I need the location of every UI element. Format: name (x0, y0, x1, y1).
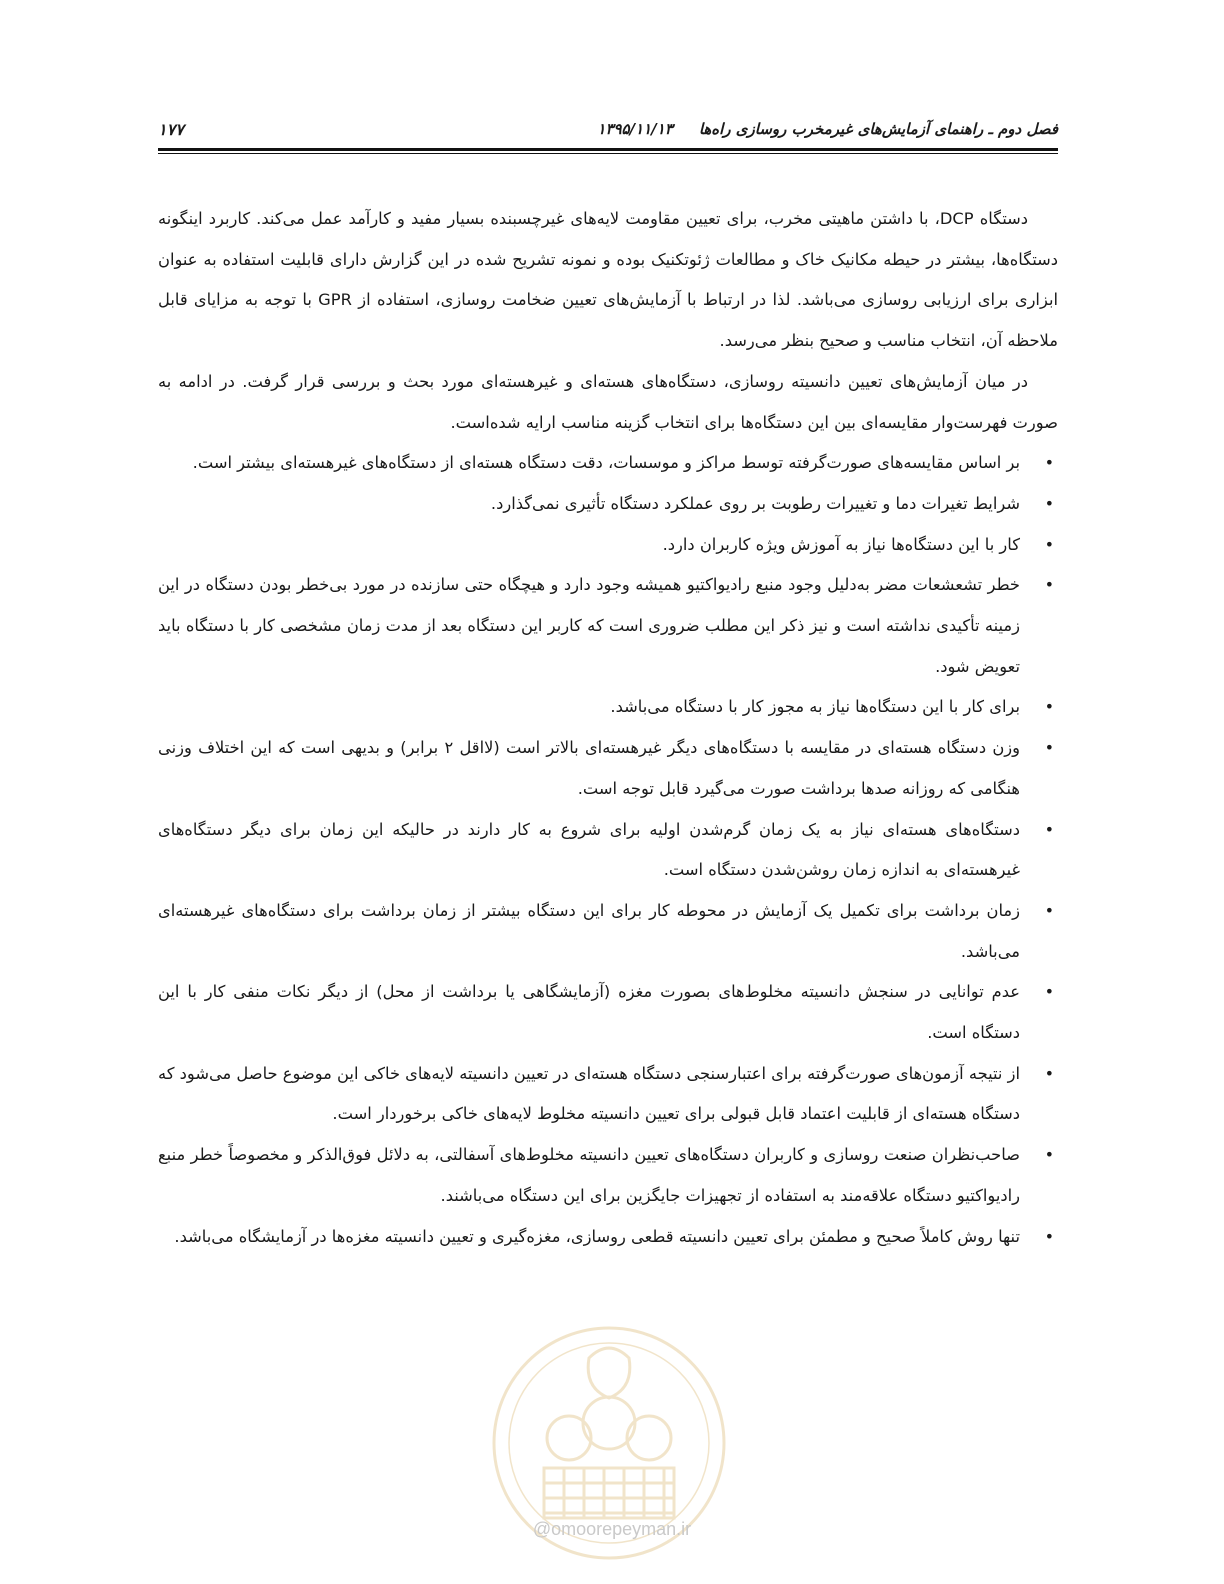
bullet-icon: • (1044, 1063, 1054, 1083)
list-item-text: عدم توانایی در سنجش دانسیته مخلوط‌های بصورت مغزه (آزمایشگاهی یا برداشت از محل) از دیگر نکات منفی کار با این دستگاه است. (158, 982, 1020, 1043)
list-item-text: تنها روش کاملاً صحیح و مطمئن برای تعیین دانسیته قطعی روسازی، مغزه‌گیری و تعیین دانسیته مغزه‌ها در آزمایشگاه می‌باشد. (174, 1226, 1020, 1246)
list-item (158, 1054, 1054, 1135)
bullet-icon: • (1044, 534, 1054, 554)
list-item (158, 972, 1054, 1053)
list-item (158, 810, 1054, 891)
list-item (158, 484, 1054, 525)
list-item (158, 728, 1054, 809)
list-item (158, 443, 1054, 484)
list-item-text: از نتیجه آزمون‌های صورت‌گرفته برای اعتبارسنجی دستگاه هسته‌ای در تعیین دانسیته لایه‌های خاکی این موضوع حاصل می‌شود که دستگاه هسته‌ای از قابلیت اعتماد قابل قبولی برای تعیین دانسیته مخلوط لایه‌های خاکی برخوردار است. (158, 1063, 1020, 1124)
list-item (158, 565, 1054, 687)
list-item-text: دستگاه‌های هسته‌ای نیاز به یک زمان گرم‌شدن اولیه برای شروع به کار دارند در حالیکه این زمان برای دیگر دستگاه‌های غیرهسته‌ای به اندازه زمان روشن‌شدن دستگاه است. (158, 819, 1020, 880)
page-number: ۱۷۷ (158, 120, 184, 139)
header-date: ۱۳۹۵/۱۱/۱۳ (597, 120, 673, 138)
page-body (158, 199, 1058, 1257)
list-item-text: خطر تشعشعات مضر به‌دلیل وجود منبع رادیواکتیو همیشه وجود دارد و هیچگاه حتی سازنده در مورد بی‌خطر بودن دستگاه در این زمینه تأکیدی نداشته است و نیز ذکر این مطلب ضروری است که کاربر این دستگاه بعد از مدت زمان مشخصی کار با دستگاه باید تعویض شود. (158, 575, 1020, 676)
bullet-icon: • (1044, 1145, 1054, 1165)
header-rule-thin (158, 153, 1058, 154)
watermark-seal-icon (484, 1318, 734, 1568)
watermark-site-url: @omoorepeyman.ir (532, 1519, 692, 1539)
list-item (158, 891, 1054, 972)
bullet-icon: • (1044, 1226, 1054, 1246)
bullet-icon: • (1044, 697, 1054, 717)
list-item-text: وزن دستگاه هسته‌ای در مقایسه با دستگاه‌های دیگر غیرهسته‌ای بالاتر است (لااقل ۲ برابر) و بدیهی است که این اختلاف وزنی هنگامی که روزانه صدها برداشت صورت می‌گیرد قابل توجه است. (158, 738, 1020, 798)
list-item-text: زمان برداشت برای تکمیل یک آزمایش در محوطه کار برای این دستگاه بیشتر از زمان برداشت برای دستگاه‌های غیرهسته‌ای می‌باشد. (158, 900, 1020, 961)
bullet-icon: • (1044, 819, 1054, 839)
header-title-block (597, 120, 1058, 138)
bullet-icon: • (1044, 575, 1054, 595)
list-item (158, 1217, 1054, 1258)
paragraph-dcp-gpr: دستگاه DCP، با داشتن ماهیتی مخرب، برای تعیین مقاومت لایه‌های غیرچسبنده بسیار مفید و کارآمد عمل می‌کند. کاربرد اینگونه دستگاه‌ها، بیشتر در حیطه مکانیک خاک و مطالعات ژئوتکنیک بوده و نمونه تشریح شده در این گزارش دارای قابلیت استفاده به عنوان ابزاری برای ارزیابی روسازی می‌باشد. لذا در ارتباط با آزمایش‌های تعیین ضخامت روسازی، استفاده از GPR با توجه به مزایای قابل ملاحظه آن، انتخاب مناسب و صحیح بنظر می‌رسد. (158, 209, 1058, 351)
header-rule-thick (158, 148, 1058, 151)
comparison-list (158, 443, 1058, 1257)
list-item-text: بر اساس مقایسه‌های صورت‌گرفته توسط مراکز و موسسات، دقت دستگاه هسته‌ای از دستگاه‌های غیرهسته‌ای بیشتر است. (192, 453, 1020, 473)
list-item-text: کار با این دستگاه‌ها نیاز به آموزش ویژه کاربران دارد. (662, 534, 1020, 554)
running-header (158, 120, 1058, 150)
bullet-icon: • (1044, 493, 1054, 513)
list-item-text: شرایط تغیرات دما و تغییرات رطوبت بر روی عملکرد دستگاه تأثیری نمی‌گذارد. (490, 493, 1020, 513)
bullet-icon: • (1044, 982, 1054, 1002)
list-item-text: صاحب‌نظران صنعت روسازی و کاربران دستگاه‌های تعیین دانسیته مخلوط‌های آسفالتی، به دلائل فوق‌الذکر و مخصوصاً خطر منبع رادیواکتیو دستگاه علاقه‌مند به استفاده از تجهیزات جایگزین برای این دستگاه می‌باشند. (158, 1145, 1020, 1205)
bullet-icon: • (1044, 900, 1054, 920)
paragraph-density-intro: در میان آزمایش‌های تعیین دانسیته روسازی، دستگاه‌های هسته‌ای و غیرهسته‌ای مورد بحث و بررسی قرار گرفت. در ادامه به صورت فهرست‌وار مقایسه‌ای بین این دستگاه‌ها برای انتخاب گزینه مناسب ارایه شده‌است. (158, 371, 1058, 432)
bullet-icon: • (1044, 738, 1054, 758)
list-item-text: برای کار با این دستگاه‌ها نیاز به مجوز کار با دستگاه می‌باشد. (610, 697, 1020, 717)
chapter-title: فصل دوم ـ راهنمای آزمایش‌های غیرمخرب روسازی راه‌ها (698, 120, 1058, 138)
list-item (158, 687, 1054, 728)
list-item (158, 525, 1054, 566)
bullet-icon: • (1044, 453, 1054, 473)
list-item (158, 1135, 1054, 1216)
